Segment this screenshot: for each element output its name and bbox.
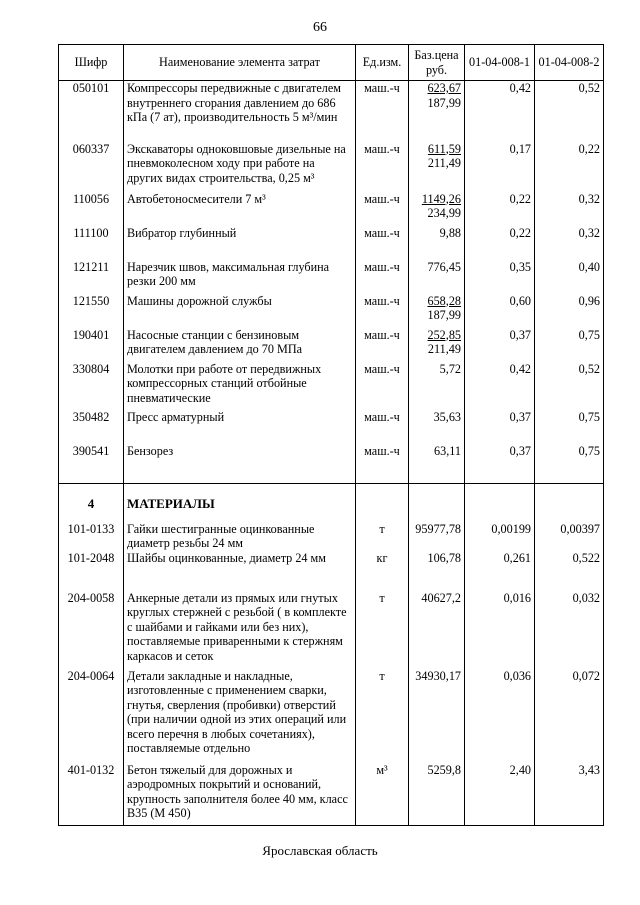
row-unit: маш.-ч — [356, 294, 409, 328]
row-unit: т — [356, 516, 409, 551]
row-unit: маш.-ч — [356, 226, 409, 260]
row-name: Компрессоры передвижные с двигателем внутреннего сгорания давлением до 686 кПа (7 ат), производительность 5 м³/мин — [124, 81, 356, 142]
row-name: Машины дорожной службы — [124, 294, 356, 328]
price-sub-value: 211,49 — [427, 342, 461, 356]
header-price: Баз.цена руб. — [409, 45, 465, 81]
row-name: Шайбы оцинкованные, диаметр 24 мм — [124, 551, 356, 591]
row-value-2: 0,22 — [535, 142, 604, 192]
cost-elements-table — [58, 44, 604, 826]
row-price: 776,45 — [409, 260, 465, 294]
row-value-2: 0,32 — [535, 226, 604, 260]
page-number: 66 — [313, 20, 327, 35]
row-unit: кг — [356, 551, 409, 591]
row-price: 5259,8 — [409, 763, 465, 826]
table-row — [59, 551, 604, 591]
row-value-1: 0,22 — [465, 192, 535, 226]
table-row — [59, 328, 604, 362]
row-value-2: 0,00397 — [535, 516, 604, 551]
row-value-2: 0,75 — [535, 410, 604, 444]
row-value-2: 0,75 — [535, 444, 604, 484]
row-name: Анкерные детали из прямых или гнутых круглых стержней с резьбой ( в комплекте с шайбами и гайками или без них), поставляемые приваренными к стержням каркасов и сеток — [124, 591, 356, 669]
row-price: 95977,78 — [409, 516, 465, 551]
header-name: Наименование элемента затрат — [124, 45, 356, 81]
row-code: 050101 — [59, 81, 124, 142]
table-row — [59, 294, 604, 328]
table-header-row — [59, 45, 604, 81]
header-col2: 01-04-008-2 — [535, 45, 604, 81]
footer-region: Ярославская область — [262, 843, 378, 858]
row-value-2: 0,40 — [535, 260, 604, 294]
price-sub-value: 187,99 — [427, 308, 461, 322]
price-sub-value: 234,99 — [427, 206, 461, 220]
row-value-2: 0,52 — [535, 81, 604, 142]
row-code: 121211 — [59, 260, 124, 294]
row-unit: маш.-ч — [356, 410, 409, 444]
row-name: Вибратор глубинный — [124, 226, 356, 260]
row-price: 35,63 — [409, 410, 465, 444]
price-value: 623,67 — [427, 81, 461, 95]
price-sub-value: 187,99 — [427, 95, 461, 110]
row-name: Пресс арматурный — [124, 410, 356, 444]
row-unit: маш.-ч — [356, 192, 409, 226]
table-row — [59, 260, 604, 294]
row-value-1: 0,261 — [465, 551, 535, 591]
row-code: 101-0133 — [59, 516, 124, 551]
row-name: Нарезчик швов, максимальная глубина резки 200 мм — [124, 260, 356, 294]
section-number: 4 — [59, 484, 124, 516]
table-row — [59, 192, 604, 226]
section-header-row — [59, 484, 604, 516]
row-value-2: 0,52 — [535, 362, 604, 410]
section-title: МАТЕРИАЛЫ — [124, 484, 356, 516]
row-value-1: 0,00199 — [465, 516, 535, 551]
row-code: 204-0064 — [59, 669, 124, 763]
row-name: Гайки шестигранные оцинкованные диаметр резьбы 24 мм — [124, 516, 356, 551]
row-code: 401-0132 — [59, 763, 124, 826]
header-code: Шифр — [59, 45, 124, 81]
row-code: 110056 — [59, 192, 124, 226]
row-price — [409, 81, 465, 142]
price-value: 658,28 — [427, 293, 461, 308]
row-unit: маш.-ч — [356, 328, 409, 362]
row-value-1: 0,17 — [465, 142, 535, 192]
row-unit: маш.-ч — [356, 260, 409, 294]
table-row — [59, 516, 604, 551]
row-code: 060337 — [59, 142, 124, 192]
row-name: Бензорез — [124, 444, 356, 484]
header-col1: 01-04-008-1 — [465, 45, 535, 81]
row-value-2: 0,072 — [535, 669, 604, 763]
row-value-2: 0,522 — [535, 551, 604, 591]
row-value-1: 0,35 — [465, 260, 535, 294]
row-value-1: 0,22 — [465, 226, 535, 260]
table-row — [59, 226, 604, 260]
row-value-1: 0,37 — [465, 410, 535, 444]
row-unit: маш.-ч — [356, 142, 409, 192]
row-code: 330804 — [59, 362, 124, 410]
row-value-1: 0,42 — [465, 81, 535, 142]
row-price — [409, 294, 465, 328]
row-value-1: 0,60 — [465, 294, 535, 328]
row-code: 190401 — [59, 328, 124, 362]
price-value: 611,59 — [427, 141, 461, 156]
row-value-2: 0,32 — [535, 192, 604, 226]
row-value-2: 0,032 — [535, 591, 604, 669]
row-price: 5,72 — [409, 362, 465, 410]
row-value-1: 0,016 — [465, 591, 535, 669]
table-row — [59, 591, 604, 669]
row-price — [409, 192, 465, 226]
row-value-2: 3,43 — [535, 763, 604, 826]
row-name: Бетон тяжелый для дорожных и аэродромных покрытий и оснований, крупность заполнителя более 40 мм, класс В35 (М 450) — [124, 763, 356, 826]
row-price: 106,78 — [409, 551, 465, 591]
row-code: 204-0058 — [59, 591, 124, 669]
price-sub-value: 211,49 — [427, 156, 461, 170]
row-unit: маш.-ч — [356, 362, 409, 410]
table-row — [59, 362, 604, 410]
header-unit: Ед.изм. — [356, 45, 409, 81]
row-name: Насосные станции с бензиновым двигателем давлением до 70 МПа — [124, 328, 356, 362]
row-value-1: 0,42 — [465, 362, 535, 410]
row-unit: м³ — [356, 763, 409, 826]
table-row — [59, 669, 604, 763]
table-row — [59, 81, 604, 142]
row-code: 121550 — [59, 294, 124, 328]
table-row — [59, 444, 604, 484]
row-code: 111100 — [59, 226, 124, 260]
row-price: 40627,2 — [409, 591, 465, 669]
price-value: 252,85 — [427, 327, 461, 342]
row-price — [409, 328, 465, 362]
row-price: 9,88 — [409, 226, 465, 260]
table-row — [59, 142, 604, 192]
row-unit: т — [356, 591, 409, 669]
row-code: 390541 — [59, 444, 124, 484]
row-name: Молотки при работе от передвижных компрессорных станций отбойные пневматические — [124, 362, 356, 410]
row-value-1: 2,40 — [465, 763, 535, 826]
price-value: 1149,26 — [421, 191, 461, 206]
row-unit: т — [356, 669, 409, 763]
row-value-1: 0,37 — [465, 444, 535, 484]
row-value-2: 0,75 — [535, 328, 604, 362]
row-value-2: 0,96 — [535, 294, 604, 328]
row-value-1: 0,37 — [465, 328, 535, 362]
table-row — [59, 410, 604, 444]
row-name: Автобетоносмесители 7 м³ — [124, 192, 356, 226]
row-name: Экскаваторы одноковшовые дизельные на пневмоколесном ходу при работе на других видах строительства, 0,25 м³ — [124, 142, 356, 192]
row-unit: маш.-ч — [356, 81, 409, 142]
row-code: 101-2048 — [59, 551, 124, 591]
row-name: Детали закладные и накладные, изготовленные с применением сварки, гнутья, сверления (пробивки) отверстий (при наличии одной из этих операций или всего перечня в любых сочетаниях), поставляемые отдельно — [124, 669, 356, 763]
row-code: 350482 — [59, 410, 124, 444]
row-price: 34930,17 — [409, 669, 465, 763]
row-price: 63,11 — [409, 444, 465, 484]
row-unit: маш.-ч — [356, 444, 409, 484]
row-value-1: 0,036 — [465, 669, 535, 763]
row-price — [409, 142, 465, 192]
table-row — [59, 763, 604, 826]
